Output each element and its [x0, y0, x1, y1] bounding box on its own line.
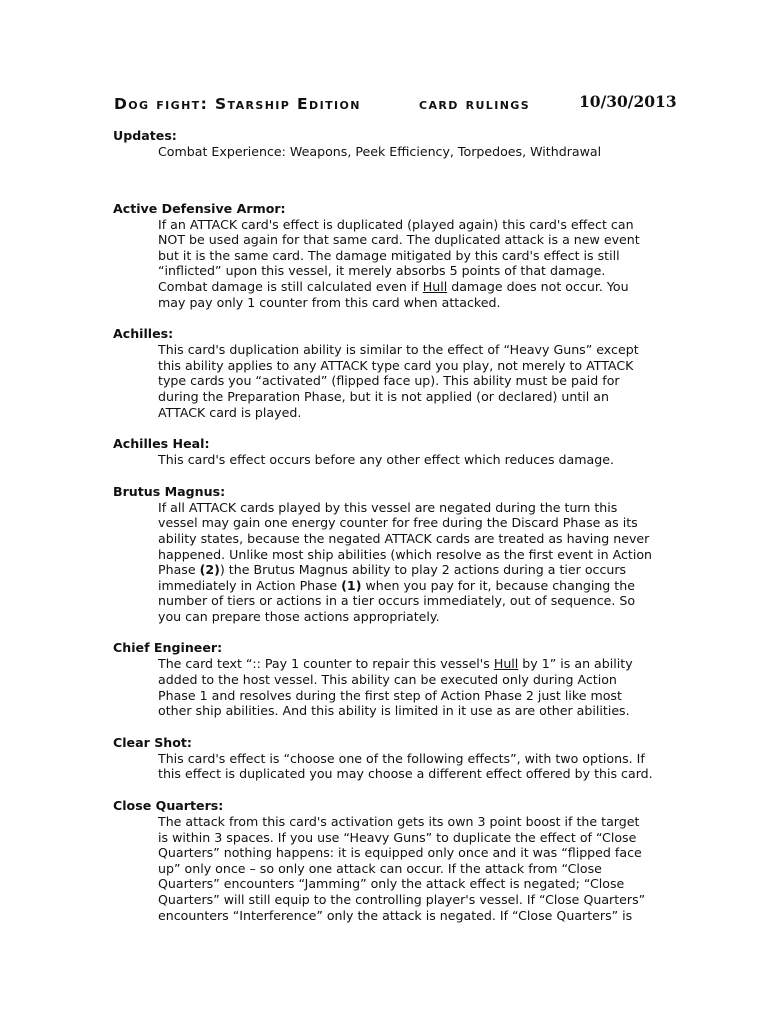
body-line: this effect is duplicated you may choose a different effect offered by this card. [158, 766, 653, 782]
body-line: ATTACK card is played. [158, 404, 302, 420]
body-line: Quarters” encounters “Jamming” only the attack effect is negated; “Close [158, 876, 625, 892]
section-title: Close Quarters: [113, 798, 224, 814]
body-line: is within 3 spaces. If you use “Heavy Guns” to duplicate the effect of “Close [158, 829, 637, 845]
section-close-quarters [113, 798, 673, 923]
section-chief-engineer [113, 640, 673, 718]
body-line: during the Preparation Phase, but it is not applied (or declared) until an [158, 388, 610, 404]
body-line: Phase 1 and resolves during the first step of Action Phase 2 just like most [158, 687, 622, 703]
section-clear-shot [113, 735, 673, 782]
body-line: Combat Experience: Weapons, Peek Efficiency, Torpedoes, Withdrawal [158, 144, 602, 159]
body-line: up” only once – so only one attack can occur. If the attack from “Close [158, 860, 602, 876]
section-title: Brutus Magnus: [113, 483, 226, 499]
body-line: you can prepare those actions appropriately. [158, 608, 440, 624]
hull-term: Hull [493, 656, 519, 672]
body-line: Combat damage is still calculated even if Hull damage does not occur. You [158, 278, 629, 294]
body-line: added to the host vessel. This ability can be executed only during Action [158, 672, 617, 688]
document-subtitle: card rulings [419, 95, 531, 113]
body-line: may pay only 1 counter from this card when attacked. [158, 294, 501, 310]
body-line: “inflicted” upon this vessel, it merely absorbs 5 points of that damage. [158, 263, 606, 279]
rulings-content [113, 128, 673, 923]
body-line: This card's effect is “choose one of the following effects”, with two options. If [158, 750, 645, 766]
section-title: Updates: [113, 128, 177, 143]
section-body [158, 342, 658, 420]
body-line: The card text “:: Pay 1 counter to repair this vessel's Hull by 1” is an ability [158, 656, 633, 672]
body-line: This card's effect occurs before any other effect which reduces damage. [158, 452, 614, 468]
section-body [158, 656, 658, 718]
phase-number: (1) [341, 577, 362, 593]
section-body [158, 452, 658, 468]
body-line: this ability applies to any ATTACK type card you play, not merely to ATTACK [158, 357, 634, 373]
body-line: ability states, because the negated ATTACK cards are treated as having never [158, 530, 650, 546]
body-line: immediately in Action Phase (1) when you pay for it, because changing the [158, 577, 635, 593]
body-line: type cards you “activated” (flipped face up). This ability must be paid for [158, 373, 620, 389]
section-body [158, 751, 658, 782]
section-title: Clear Shot: [113, 734, 192, 750]
body-line: Quarters” will still equip to the controlling player's vessel. If “Close Quarters” [158, 892, 646, 907]
body-line: but it is the same card. The damage mitigated by this card's effect is still [158, 247, 620, 263]
section-achilles-heal [113, 436, 673, 468]
body-line: If an ATTACK card's effect is duplicated (played again) this card's effect can [158, 216, 634, 232]
body-line: vessel may gain one energy counter for free during the Discard Phase as its [158, 515, 638, 531]
section-active-defensive-armor [113, 201, 673, 311]
body-line: NOT be used again for that same card. The duplicated attack is a new event [158, 232, 640, 248]
body-line: If all ATTACK cards played by this vessel are negated during the turn this [158, 499, 618, 515]
section-title: Achilles Heal: [113, 436, 210, 452]
section-updates [113, 128, 673, 160]
document-title: Dog fight: Starship Edition [114, 95, 361, 113]
section-body [158, 500, 658, 625]
document-date: 10/30/2013 [579, 92, 677, 111]
section-brutus-magnus [113, 484, 673, 625]
body-line: other ship abilities. And this ability is limited in it use as are other abilities. [158, 703, 630, 719]
document-header [114, 92, 677, 118]
body-line: number of tiers or actions in a tier occurs immediately, out of sequence. So [158, 593, 636, 609]
section-title: Chief Engineer: [113, 640, 223, 656]
body-line: This card's duplication ability is similar to the effect of “Heavy Guns” except [158, 342, 639, 358]
hull-term: Hull [422, 278, 448, 294]
section-body [158, 144, 658, 160]
body-line: Quarters” nothing happens: it is equipped only once and it was “flipped face [158, 845, 642, 861]
section-body [158, 814, 658, 923]
phase-number: (2) [199, 562, 220, 578]
section-title: Achilles: [113, 326, 174, 342]
body-line: happened. Unlike most ship abilities (which resolve as the first event in Action [158, 546, 653, 562]
body-line: Phase (2)) the Brutus Magnus ability to play 2 actions during a tier occurs [158, 562, 627, 578]
body-line: The attack from this card's activation gets its own 3 point boost if the target [158, 814, 640, 830]
body-line: encounters “Interference” only the attack is negated. If “Close Quarters” is [158, 907, 633, 923]
section-achilles [113, 326, 673, 420]
section-title: Active Defensive Armor: [113, 200, 286, 216]
section-body [158, 217, 658, 311]
